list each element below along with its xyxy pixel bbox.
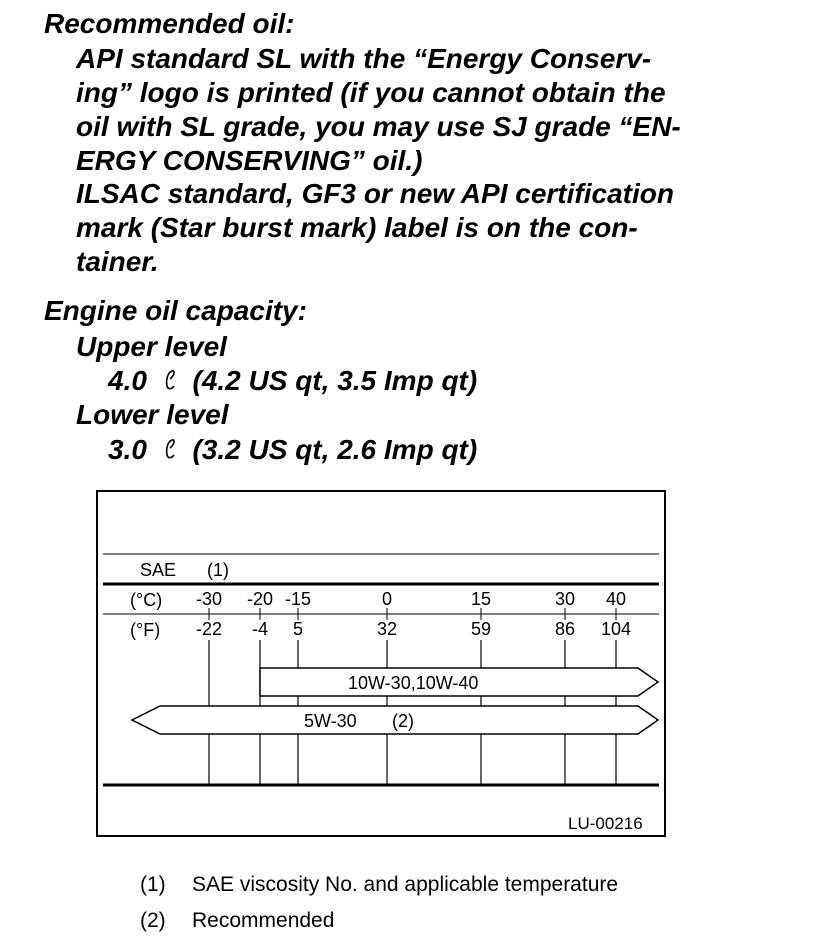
figure-id: LU-00216: [568, 814, 643, 833]
fahrenheit-tick-label: 32: [376, 619, 398, 639]
note-text: Recommended: [192, 909, 335, 932]
upper-level-number: 4.0: [108, 365, 147, 396]
upper-level-value: [108, 364, 477, 398]
note-number: (2): [140, 909, 166, 932]
bar2-ref: (2): [392, 711, 414, 731]
fahrenheit-tick-label: -4: [251, 619, 269, 639]
recommended-oil-heading: Recommended oil:: [44, 8, 295, 39]
note-number: (1): [140, 873, 166, 896]
upper-level-detail: (4.2 US qt, 3.5 Imp qt): [192, 365, 478, 396]
liter-icon: [155, 364, 185, 398]
recommended-oil-line: mark (Star burst mark) label is on the con-: [76, 212, 638, 243]
recommended-oil-line: ILSAC standard, GF3 or new API certification: [76, 178, 674, 209]
fahrenheit-tick-label: 5: [292, 619, 304, 639]
recommended-oil-line: ERGY CONSERVING” oil.): [76, 145, 423, 176]
celsius-tick-label: 0: [381, 589, 393, 609]
celsius-tick-label: 30: [554, 589, 576, 609]
lower-level-number: 3.0: [108, 434, 147, 465]
capacity-heading: Engine oil capacity:: [44, 295, 307, 326]
celsius-tick-label: 40: [605, 589, 627, 609]
fahrenheit-tick-label: 104: [600, 619, 632, 639]
liter-icon: [155, 433, 185, 467]
recommended-oil-line: tainer.: [76, 246, 159, 277]
celsius-tick-label: -15: [284, 589, 312, 609]
bar2-label: 5W-30: [304, 711, 357, 731]
celsius-label: (°C): [130, 590, 163, 610]
sae-ref: (1): [207, 560, 229, 580]
celsius-tick-label: 15: [470, 589, 492, 609]
fahrenheit-tick-label: -22: [195, 619, 223, 639]
celsius-tick-label: -30: [195, 589, 223, 609]
sae-viscosity-figure: [96, 490, 666, 837]
celsius-tick-label: -20: [246, 589, 274, 609]
bar1-label: 10W-30,10W-40: [348, 673, 479, 693]
lower-level-value: [108, 433, 477, 467]
note-text: SAE viscosity No. and applicable temperature: [192, 873, 619, 896]
note-item: [140, 873, 618, 897]
fahrenheit-tick-label: 86: [554, 619, 576, 639]
upper-level-label: Upper level: [76, 331, 227, 362]
note-item: [140, 909, 334, 933]
recommended-oil-line: API standard SL with the “Energy Conserv-: [76, 43, 652, 74]
recommended-oil-line: ing” logo is printed (if you cannot obtain the: [76, 77, 666, 108]
fahrenheit-label: (°F): [130, 620, 161, 640]
recommended-oil-line: oil with SL grade, you may use SJ grade “EN-: [76, 111, 681, 142]
lower-level-detail: (3.2 US qt, 2.6 Imp qt): [192, 434, 478, 465]
lower-level-label: Lower level: [76, 399, 229, 430]
sae-label: SAE: [140, 560, 177, 580]
fahrenheit-tick-label: 59: [470, 619, 492, 639]
